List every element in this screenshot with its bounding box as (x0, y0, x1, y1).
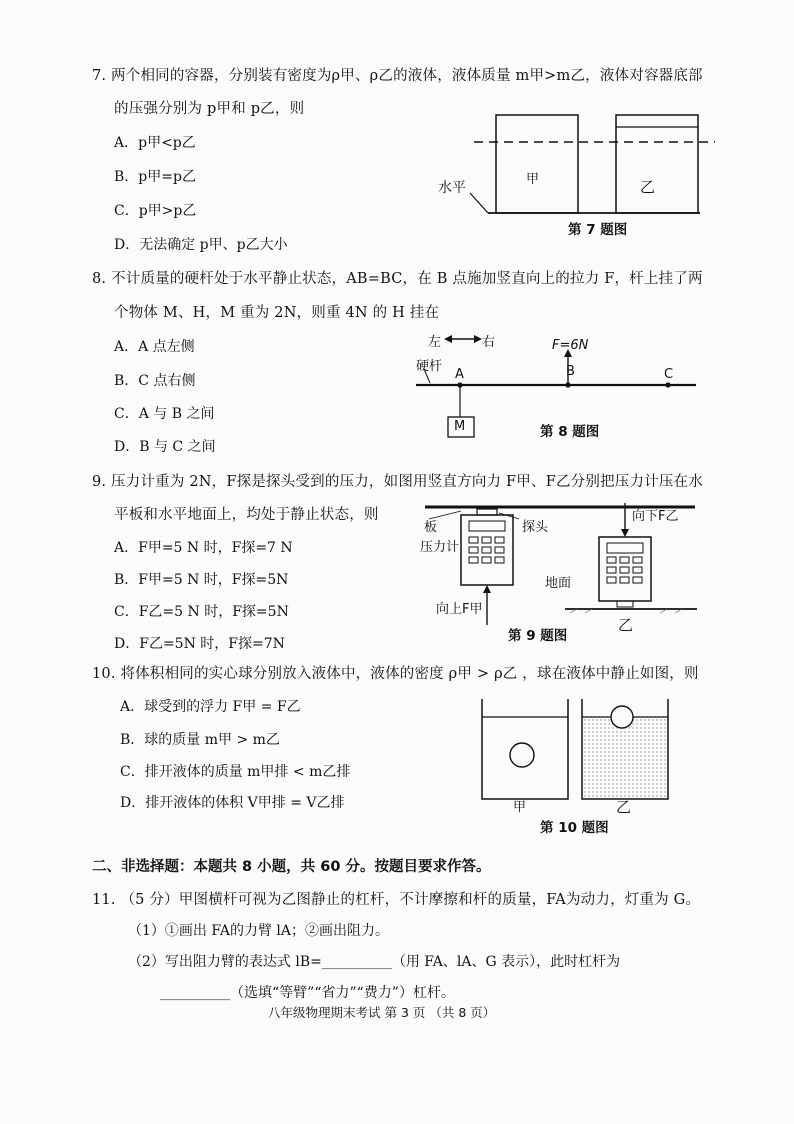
q10-label-yi: 乙 (616, 798, 632, 816)
q8-label-b: B (566, 364, 575, 379)
q8-option-d: D．B 与 C 之间 (114, 439, 216, 455)
q9-label-down-force: 向下F乙 (632, 509, 679, 524)
q7-figure (430, 105, 720, 235)
q7-stem-line2: 的压强分别为 p甲和 p乙，则 (114, 101, 305, 117)
q10-figure (472, 695, 672, 805)
q10-option-b: B．球的质量 m甲 > m乙 (120, 732, 280, 748)
page-footer: 八年级物理期末考试 第 3 页 （共 8 页） (268, 1005, 496, 1020)
q11-sub2: （2）写出阻力臂的表达式 lB=__________（用 FA、lA、G 表示），此时杠杆为 (128, 954, 621, 970)
q10-option-a: A．球受到的浮力 F甲 = F乙 (120, 699, 301, 715)
q8-option-b: B．C 点右侧 (114, 373, 196, 389)
q7-option-d: D．无法确定 p甲、p乙大小 (114, 237, 288, 253)
q10-stem: 10. 将体积相同的实心球分别放入液体中，液体的密度 ρ甲 > ρ乙 ，球在液体中静止如图，则 (92, 666, 699, 682)
q8-label-a: A (455, 367, 464, 382)
q9-label-board: 板 (424, 520, 438, 535)
q9-option-d: D．F乙=5N 时，F探=7N (114, 636, 285, 652)
q9-caption: 第 9 题图 (508, 628, 568, 644)
q11-stem: 11. （5 分）甲图横杆可视为乙图静止的杠杆，不计摩擦和杆的质量，FA为动力，灯重为 G。 (92, 892, 701, 908)
q9-option-b: B．F甲=5 N 时，F探=5N (114, 572, 289, 588)
q7-label-jia: 甲 (526, 172, 540, 187)
q8-caption: 第 8 题图 (540, 424, 600, 440)
q9-option-c: C．F乙=5 N 时，F探=5N (114, 604, 289, 620)
q7-caption: 第 7 题图 (568, 222, 628, 238)
q7-label-yi: 乙 (640, 178, 656, 196)
q8-label-force: F=6N (552, 338, 589, 353)
q10-caption: 第 10 题图 (540, 820, 609, 836)
q9-label-up-force: 向上F甲 (436, 602, 483, 617)
q9-stem-line1: 9. 压力计重为 2N，F探是探头受到的压力，如图用竖直方向力 F甲、F乙分别把压力计压在水 (92, 474, 703, 490)
q8-label-right: 右 (482, 335, 496, 350)
q8-stem-line2: 个物体 M、H，M 重为 2N，则重 4N 的 H 挂在 (114, 305, 440, 321)
q9-label-ground: 地面 (545, 576, 572, 591)
section-heading: 二、非选择题：本题共 8 小题，共 60 分。按题目要求作答。 (92, 859, 491, 875)
q11-sub3: __________（选填“等臂”“省力”“费力”）杠杆。 (160, 985, 455, 1001)
q8-label-mass: M (454, 419, 466, 434)
q7-option-b: B．p甲=p乙 (114, 169, 196, 185)
q8-option-a: A．A 点左侧 (114, 339, 195, 355)
q10-option-c: C．排开液体的质量 m甲排 < m乙排 (120, 764, 351, 780)
q8-option-c: C．A 与 B 之间 (114, 406, 215, 422)
q11-sub1: （1）①画出 FA的力臂 lA；②画出阻力。 (128, 923, 390, 939)
q7-label-horizontal: 水平 (438, 180, 466, 196)
q9-label-yi: 乙 (618, 616, 634, 634)
q8-stem-line1: 8. 不计质量的硬杆处于水平静止状态，AB=BC，在 B 点施加竖直向上的拉力 F，杆上挂了两 (92, 271, 703, 287)
q9-option-a: A．F甲=5 N 时，F探=7 N (114, 540, 293, 556)
q10-option-d: D．排开液体的体积 V甲排 = V乙排 (120, 795, 345, 811)
q8-label-c: C (664, 367, 674, 382)
q9-stem-line2: 平板和水平地面上，均处于静止状态，则 (114, 507, 379, 523)
q7-stem-line1: 7. 两个相同的容器，分别装有密度为ρ甲、ρ乙的液体，液体质量 m甲>m乙，液体对容器底部 (92, 68, 703, 84)
q9-label-gauge: 压力计 (420, 540, 460, 555)
q9-label-probe: 探头 (522, 520, 549, 535)
q8-label-left: 左 (428, 335, 442, 350)
q10-label-jia: 甲 (513, 800, 527, 815)
q7-option-c: C．p甲>p乙 (114, 203, 197, 219)
q7-option-a: A．p甲<p乙 (114, 135, 196, 151)
q8-label-rod: 硬杆 (416, 359, 443, 374)
